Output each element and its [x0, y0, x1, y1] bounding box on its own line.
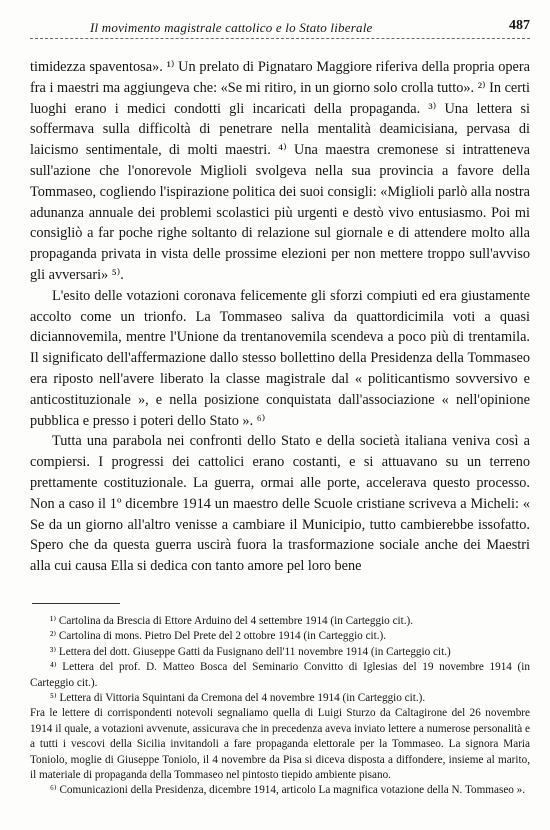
running-title: Il movimento magistrale cattolico e lo Stato liberale	[90, 20, 373, 35]
book-page	[30, 18, 530, 799]
footnote: ⁶⁾ Comunicazioni della Presidenza, dicembre 1914, articolo La magnifica votazione della N. Tommaseo ».	[50, 784, 526, 797]
footnotes	[30, 614, 530, 799]
footnote-divider	[32, 603, 120, 604]
body-text	[30, 57, 530, 577]
paragraph: Tutta una parabola nei confronti dello Stato e della società italiana veniva così a compiersi. I progressi dei cattolici erano costanti, e si attuavano su un terreno prettamente costituzionale. La guerra, ormai alle porte, accelerava questo processo. Non a caso il 1º dicembre 1914 un maestro delle Scuole cristiane scriveva a Micheli: « Se da un giorno all'altro venisse a cambiare il Municipio, tutto cambierebbe issofatto. Spero che da questa guerra uscirà fuora la trasformazione sociale anche dei Maestri alla cui causa Ella si dedica con tanto amore pel loro bene	[30, 433, 530, 575]
footnote: ³⁾ Lettera del dott. Giuseppe Gatti da Fusignano dell'11 novembre 1914 (in Carteggio cit.)	[50, 645, 451, 658]
footnote: ²⁾ Cartolina di mons. Pietro Del Prete del 2 ottobre 1914 (in Carteggio cit.).	[50, 630, 387, 643]
footnote: ⁵⁾ Lettera di Vittoria Squintani da Cremona del 4 novembre 1914 (in Carteggio cit.).	[50, 691, 426, 704]
footnote: ⁴⁾ Lettera del prof. D. Matteo Bosca del Seminario Convitto di Iglesias del 19 novembre 1914 (in Carteggio cit.).	[30, 661, 530, 689]
footnote: ¹⁾ Cartolina da Brescia di Ettore Arduino del 4 settembre 1914 (in Carteggio cit.).	[50, 614, 414, 627]
paragraph: L'esito delle votazioni coronava felicemente gli sforzi compiuti ed era giustamente accolto come un trionfo. La Tommaseo saliva da quattordicimila voti a quasi diciannovemila, mentre l'Unione da trentanovemila scendeva a poco più di trentamila. Il significato dell'affermazione dallo stesso bollettino della Presidenza della Tommaseo era riposto nell'avere liberato la classe magistrale dal « politicantismo sovversivo e anticostituzionale », e nella posizione conquistata dall'associazione « nell'opinione pubblica e presso i poteri dello Stato ». ⁶⁾	[30, 287, 530, 429]
running-head	[30, 18, 530, 39]
footnote: Fra le lettere di corrispondenti notevoli segnaliamo quella di Luigi Sturzo da Caltagirone del 26 novembre 1914 il quale, a votazioni avvenute, assicurava che in precedenza aveva inviato lettere a numerose personalità e a tutti i vescovi della Sicilia invitandoli a fare propaganda elettorale per la Tommaseo. La signora Maria Toniolo, moglie di Giuseppe Toniolo, il 4 novembre da Pisa si diceva disposta a diffondere, insieme al marito, il materiale di propaganda della Tommaseo nel pintosto tiepido ambiente pisano.	[30, 707, 530, 781]
paragraph: timidezza spaventosa». ¹⁾ Un prelato di Pignataro Maggiore riferiva della propria opera fra i maestri ma aggiungeva che: «Se mi ritiro, in un giorno solo crolla tutto». ²⁾ In certi luoghi erano i medici condotti gli incaricati della propaganda. ³⁾ Una lettera si soffermava sulla difficoltà di penetrare nella mentalità deamicisiana, pervasa di laicismo sentimentale, di molti maestri. ⁴⁾ Una maestra cremonese si intratteneva sull'azione che l'onorevole Miglioli svolgeva nella sua provincia a favore della Tommaseo, cogliendo l'ispirazione politica dei suoi consigli: «Miglioli parlò alla nostra adunanza annuale dei problemi scolastici più urgenti e destò vivo entusiasmo. Poi mi consigliò a far poche righe soltanto di relazione sul giornale e di attendere molto alla propaganda privata in vista delle prossime elezioni per non mettere troppo sull'avviso gli avversari» ⁵⁾.	[30, 59, 530, 283]
page-number: 487	[509, 18, 530, 33]
